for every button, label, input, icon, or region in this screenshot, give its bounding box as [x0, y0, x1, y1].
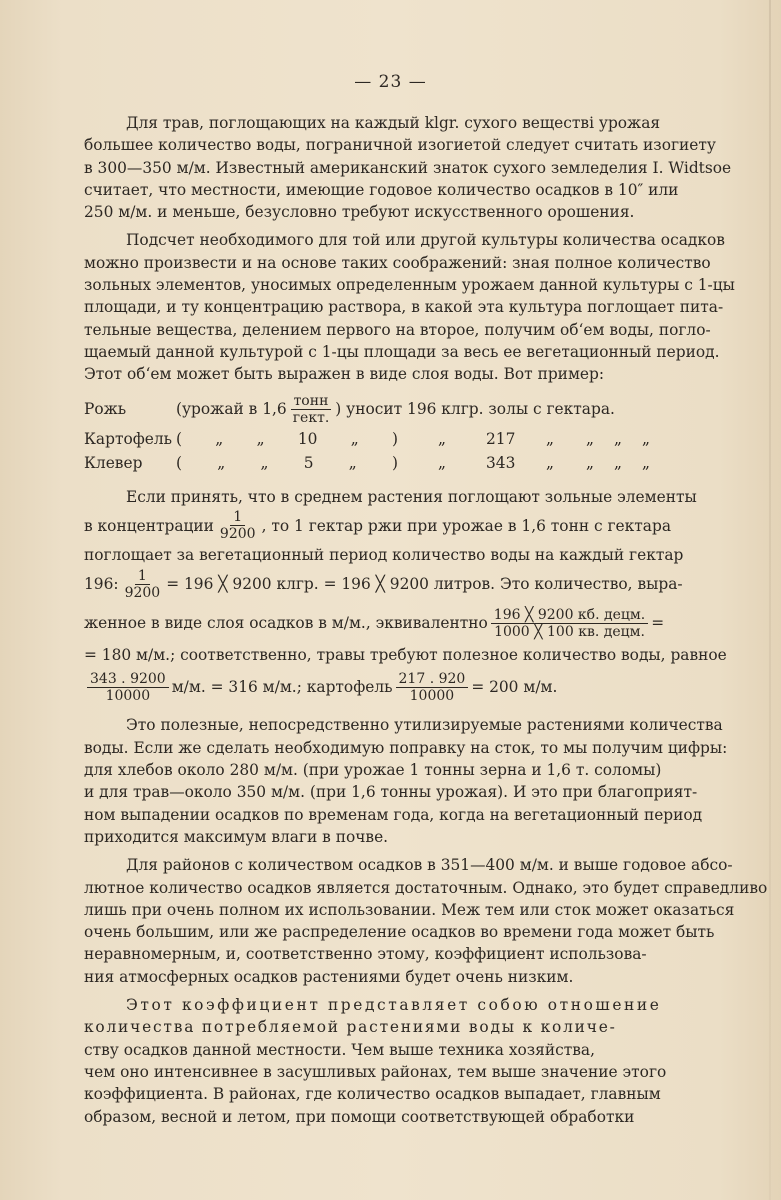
crop-name: Клевер — [84, 454, 143, 473]
grass-fraction — [87, 671, 169, 704]
potato-fraction — [396, 671, 469, 704]
text-line: считает, что местности, имеющие годовое количество осадков в 10″ или — [84, 180, 679, 199]
page-text — [84, 112, 768, 1134]
text-fragment: = — [651, 614, 665, 632]
ditto-mark: „ — [614, 430, 622, 449]
text-line: = 180 м/м.; соответственно, травы требуют полезное количество воды, равное — [84, 646, 727, 665]
text-line: Это полезные, непосредственно утилизируемые растениями количества — [126, 716, 723, 735]
text-fragment: = 200 м/м. — [471, 678, 558, 697]
ditto-mark: „ — [642, 454, 650, 473]
ditto-mark: „ — [438, 454, 446, 473]
formula-line-2 — [84, 566, 686, 602]
text-fragment: 196: — [84, 575, 119, 593]
crop-ash: ) уносит 196 клгр. золы с гектара. — [335, 400, 615, 419]
text-fragment: в концентрации — [84, 516, 214, 535]
formula-line-1 — [84, 508, 686, 544]
fraction-numerator: 343 . 9200 — [87, 671, 169, 688]
text-line: ству осадков данной местности. Чем выше техника хозяйства, — [84, 1040, 595, 1059]
ditto-mark: „ — [438, 430, 446, 449]
crop-name: Картофель — [84, 430, 173, 449]
fraction-numerator: 217 . 920 — [396, 671, 469, 688]
text-line: Этот об‘ем может быть выражен в виде слоя воды. Вот пример: — [84, 365, 605, 384]
concentration-fraction — [217, 509, 259, 542]
crop-ash: 217 — [486, 430, 516, 449]
crop-yield: ( „ „ 10 „ ) — [176, 430, 398, 449]
unit-fraction — [290, 393, 333, 426]
crop-row-clover — [84, 452, 686, 476]
text-line: Для районов с количеством осадков в 351—400 м/м. и выше годовое абсо- — [126, 856, 733, 875]
fraction-denominator: 10000 — [105, 687, 151, 704]
text-line: воды. Если же сделать необходимую поправку на сток, то мы получим цифры: — [84, 738, 728, 757]
text-line: очень большим, или же распределение осадков во времени года может быть — [84, 923, 715, 942]
paragraph-6 — [84, 994, 686, 1128]
text-line: лишь при очень полном их использовании. Меж тем или сток может оказаться — [84, 900, 735, 919]
paragraph-1 — [84, 112, 732, 223]
ditto-mark: „ — [614, 454, 622, 473]
text-line: щаемый данной культурой с 1-цы площади за весь ее вегетационный период. — [84, 342, 720, 361]
fraction-denominator: 1000 ╳ 100 кв. децм. — [494, 623, 645, 640]
paragraph-3 — [84, 486, 727, 709]
text-line: ния атмосферных осадков растениями будет очень низким. — [84, 967, 574, 986]
text-line: образом, весной и летом, при помощи соответствующей обработки — [84, 1107, 635, 1126]
formula-line-4 — [84, 666, 686, 708]
ditto-mark: „ — [546, 454, 554, 473]
text-line: Этот коэффициент представляет собою отношение — [126, 996, 662, 1015]
text-line: поглощает за вегетационный период количество воды на каждый гектар — [84, 545, 684, 564]
text-line: чем оно интенсивнее в засушливых районах, тем выше значение этого — [84, 1062, 667, 1081]
crop-ash: 343 — [486, 454, 516, 473]
fraction-denominator: 9200 — [124, 584, 161, 601]
text-line: ном выпадении осадков по временам года, когда на вегетационный период — [84, 805, 703, 824]
volume-fraction — [491, 607, 648, 640]
fraction-numerator: 1 — [230, 509, 245, 526]
concentration-fraction — [122, 568, 164, 601]
text-line: в 300—350 м/м. Известный американский знаток сухого земледелия I. Widtsoe — [84, 158, 732, 177]
ditto-mark: „ — [586, 430, 594, 449]
paragraph-2 — [84, 229, 735, 385]
text-line: площади, и ту концентрацию раствора, в какой эта культура поглощает пита- — [84, 298, 724, 317]
crop-table — [84, 392, 686, 476]
text-fragment: = 196 ╳ 9200 клгр. = 196 ╳ 9200 литров. Это количество, выра- — [166, 575, 683, 593]
text-line: количества потребляемой растениями воды к количе- — [84, 1018, 617, 1037]
crop-name: Рожь — [84, 400, 127, 419]
crop-row-potato — [84, 428, 686, 452]
text-line: Для трав, поглощающих на каждый klgr. сухого веществі урожая — [126, 114, 661, 132]
text-line: приходится максимум влаги в почве. — [84, 827, 389, 846]
text-line: тельные вещества, делением первого на второе, получим об‘ем воды, погло- — [84, 320, 711, 339]
crop-row-rye — [84, 392, 686, 428]
crop-yield: ( „ „ 5 „ ) — [176, 454, 398, 473]
text-line: лютное количество осадков является достаточным. Однако, это будет справедливо — [84, 878, 768, 897]
text-line: Если принять, что в среднем растения поглощают зольные элементы — [126, 487, 697, 506]
crop-yield: (урожай в 1,6 — [176, 400, 287, 419]
fraction-denominator: 9200 — [219, 526, 256, 543]
text-line: можно произвести и на основе таких соображений: зная полное количество — [84, 253, 711, 272]
page-number: — 23 — — [354, 72, 427, 92]
page-edge — [769, 0, 771, 1200]
text-line: неравномерным, и, соответственно этому, коэффициент использова- — [84, 945, 647, 964]
ditto-mark: „ — [586, 454, 594, 473]
fraction-numerator: 196 ╳ 9200 кб. децм. — [491, 607, 648, 624]
text-line: для хлебов около 280 м/м. (при урожае 1 тонны зерна и 1,6 т. соломы) — [84, 761, 662, 780]
ditto-mark: „ — [642, 430, 650, 449]
paragraph-4 — [84, 714, 728, 848]
formula-line-3 — [84, 602, 686, 644]
text-fragment: м/м. = 316 м/м.; картофель — [171, 678, 393, 697]
paragraph-5 — [84, 854, 768, 988]
text-line: большее количество воды, пограничной изогиетой следует считать изогиету — [84, 136, 716, 155]
ditto-mark: „ — [546, 430, 554, 449]
fraction-numerator: 1 — [135, 568, 150, 585]
fraction-denominator: 10000 — [409, 687, 455, 704]
text-line: 250 м/м. и меньше, безусловно требуют искусственного орошения. — [84, 203, 635, 222]
text-line: коэффициента. В районах, где количество осадков выпадает, главным — [84, 1085, 661, 1104]
text-fragment: женное в виде слоя осадков в м/м., эквивалентно — [84, 614, 488, 632]
text-line: и для трав—около 350 м/м. (при 1,6 тонны урожая). И это при благоприят- — [84, 783, 698, 802]
fraction-denominator: гект. — [292, 410, 330, 427]
text-line: зольных элементов, уносимых определенным урожаем данной культуры с 1-цы — [84, 276, 735, 295]
fraction-numerator: тонн — [291, 393, 332, 410]
text-fragment: , то 1 гектар ржи при урожае в 1,6 тонн с гектара — [261, 516, 671, 535]
text-line: Подсчет необходимого для той или другой культуры количества осадков — [126, 231, 725, 250]
